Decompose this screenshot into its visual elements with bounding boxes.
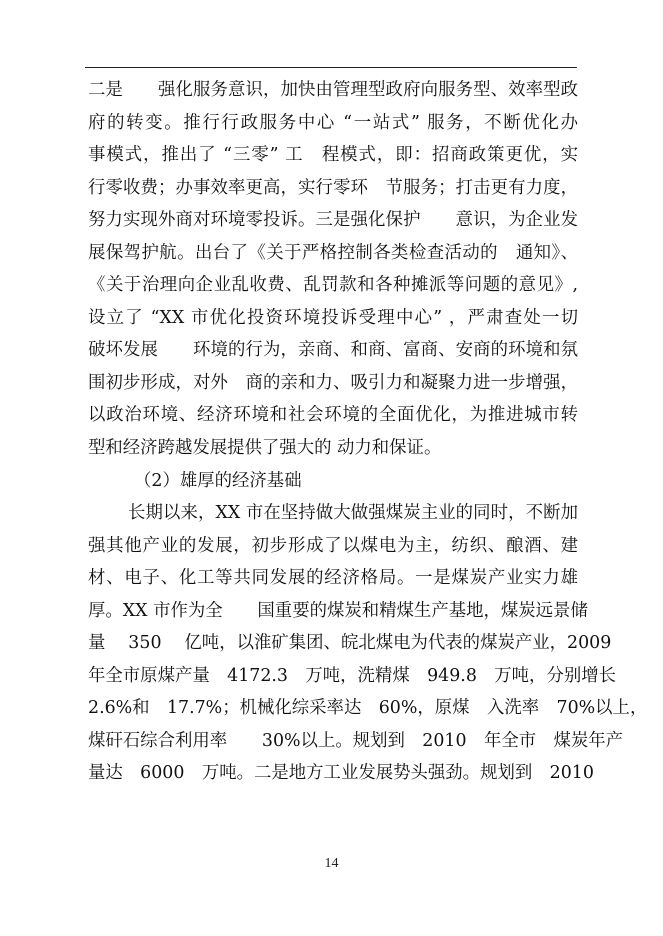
paragraph-line: 量达 6000 万吨。二是地方工业发展势头强劲。规划到 2010 — [88, 763, 594, 784]
paragraph-line: 厚。XX 市作为全 国重要的煤炭和精煤生产基地，煤炭远景储 — [88, 600, 588, 621]
paragraph-line: 年全市原煤产量 4172.3 万吨，洗精煤 949.8 万吨，分别增长 — [88, 665, 617, 686]
paragraph-line: 设立了 “XX 市优化投资环境投诉受理中心” ，严肃查处一切 — [88, 307, 578, 328]
section-heading: （2）雄厚的经济基础 — [134, 470, 302, 491]
paragraph-line: 事模式，推出了 “三零” 工 程模式，即：招商政策更优，实 — [88, 145, 578, 166]
paragraph-line: 围初步形成，对外 商的亲和力、吸引力和凝聚力进一步增强， — [88, 372, 578, 393]
paragraph-line: 型和经济跨越发展提供了强大的 动力和保证。 — [88, 438, 442, 459]
paragraph-line: 破坏发展 环境的行为，亲商、和商、富商、安商的环境和氛 — [88, 340, 578, 361]
body-text — [88, 74, 648, 790]
paragraph-line: 2.6%和 17.7%；机械化综采率达 60%，原煤 入洗率 70%以上， — [88, 698, 648, 719]
paragraph-line: 强其他产业的发展，初步形成了以煤电为主，纺织、酿酒、建 — [88, 535, 578, 556]
paragraph-line: 努力实现外商对环境零投诉。三是强化保护 意识，为企业发 — [88, 210, 578, 231]
header-rule — [85, 67, 577, 68]
paragraph-line: 行零收费；办事效率更高，实行零环 节服务；打击更有力度， — [88, 177, 578, 198]
paragraph-line: 量 350 亿吨，以淮矿集团、皖北煤电为代表的煤炭产业，2009 — [88, 633, 612, 654]
paragraph-line: 煤矸石综合利用率 30%以上。规划到 2010 年全市 煤炭年产 — [88, 730, 624, 751]
paragraph-line: 以政治环境、经济环境和社会环境的全面优化，为推进城市转 — [88, 405, 578, 426]
paragraph-line: 展保驾护航。出台了《关于严格控制各类检查活动的 通知》、 — [88, 242, 578, 263]
paragraph-line: 《关于治理向企业乱收费、乱罚款和各种摊派等问题的意见》, — [88, 275, 578, 296]
paragraph-line: 府的转变。推行行政服务中心 “一站式” 服务，不断优化办 — [88, 112, 578, 133]
paragraph-line: 二是 强化服务意识，加快由管理型政府向服务型、效率型政 — [88, 80, 578, 100]
page-number: 14 — [324, 856, 339, 871]
paragraph-line: 材、电子、化工等共同发展的经济格局。一是煤炭产业实力雄 — [88, 568, 578, 589]
paragraph-line: 长期以来，XX 市在坚持做大做强煤炭主业的同时，不断加 — [128, 503, 578, 524]
